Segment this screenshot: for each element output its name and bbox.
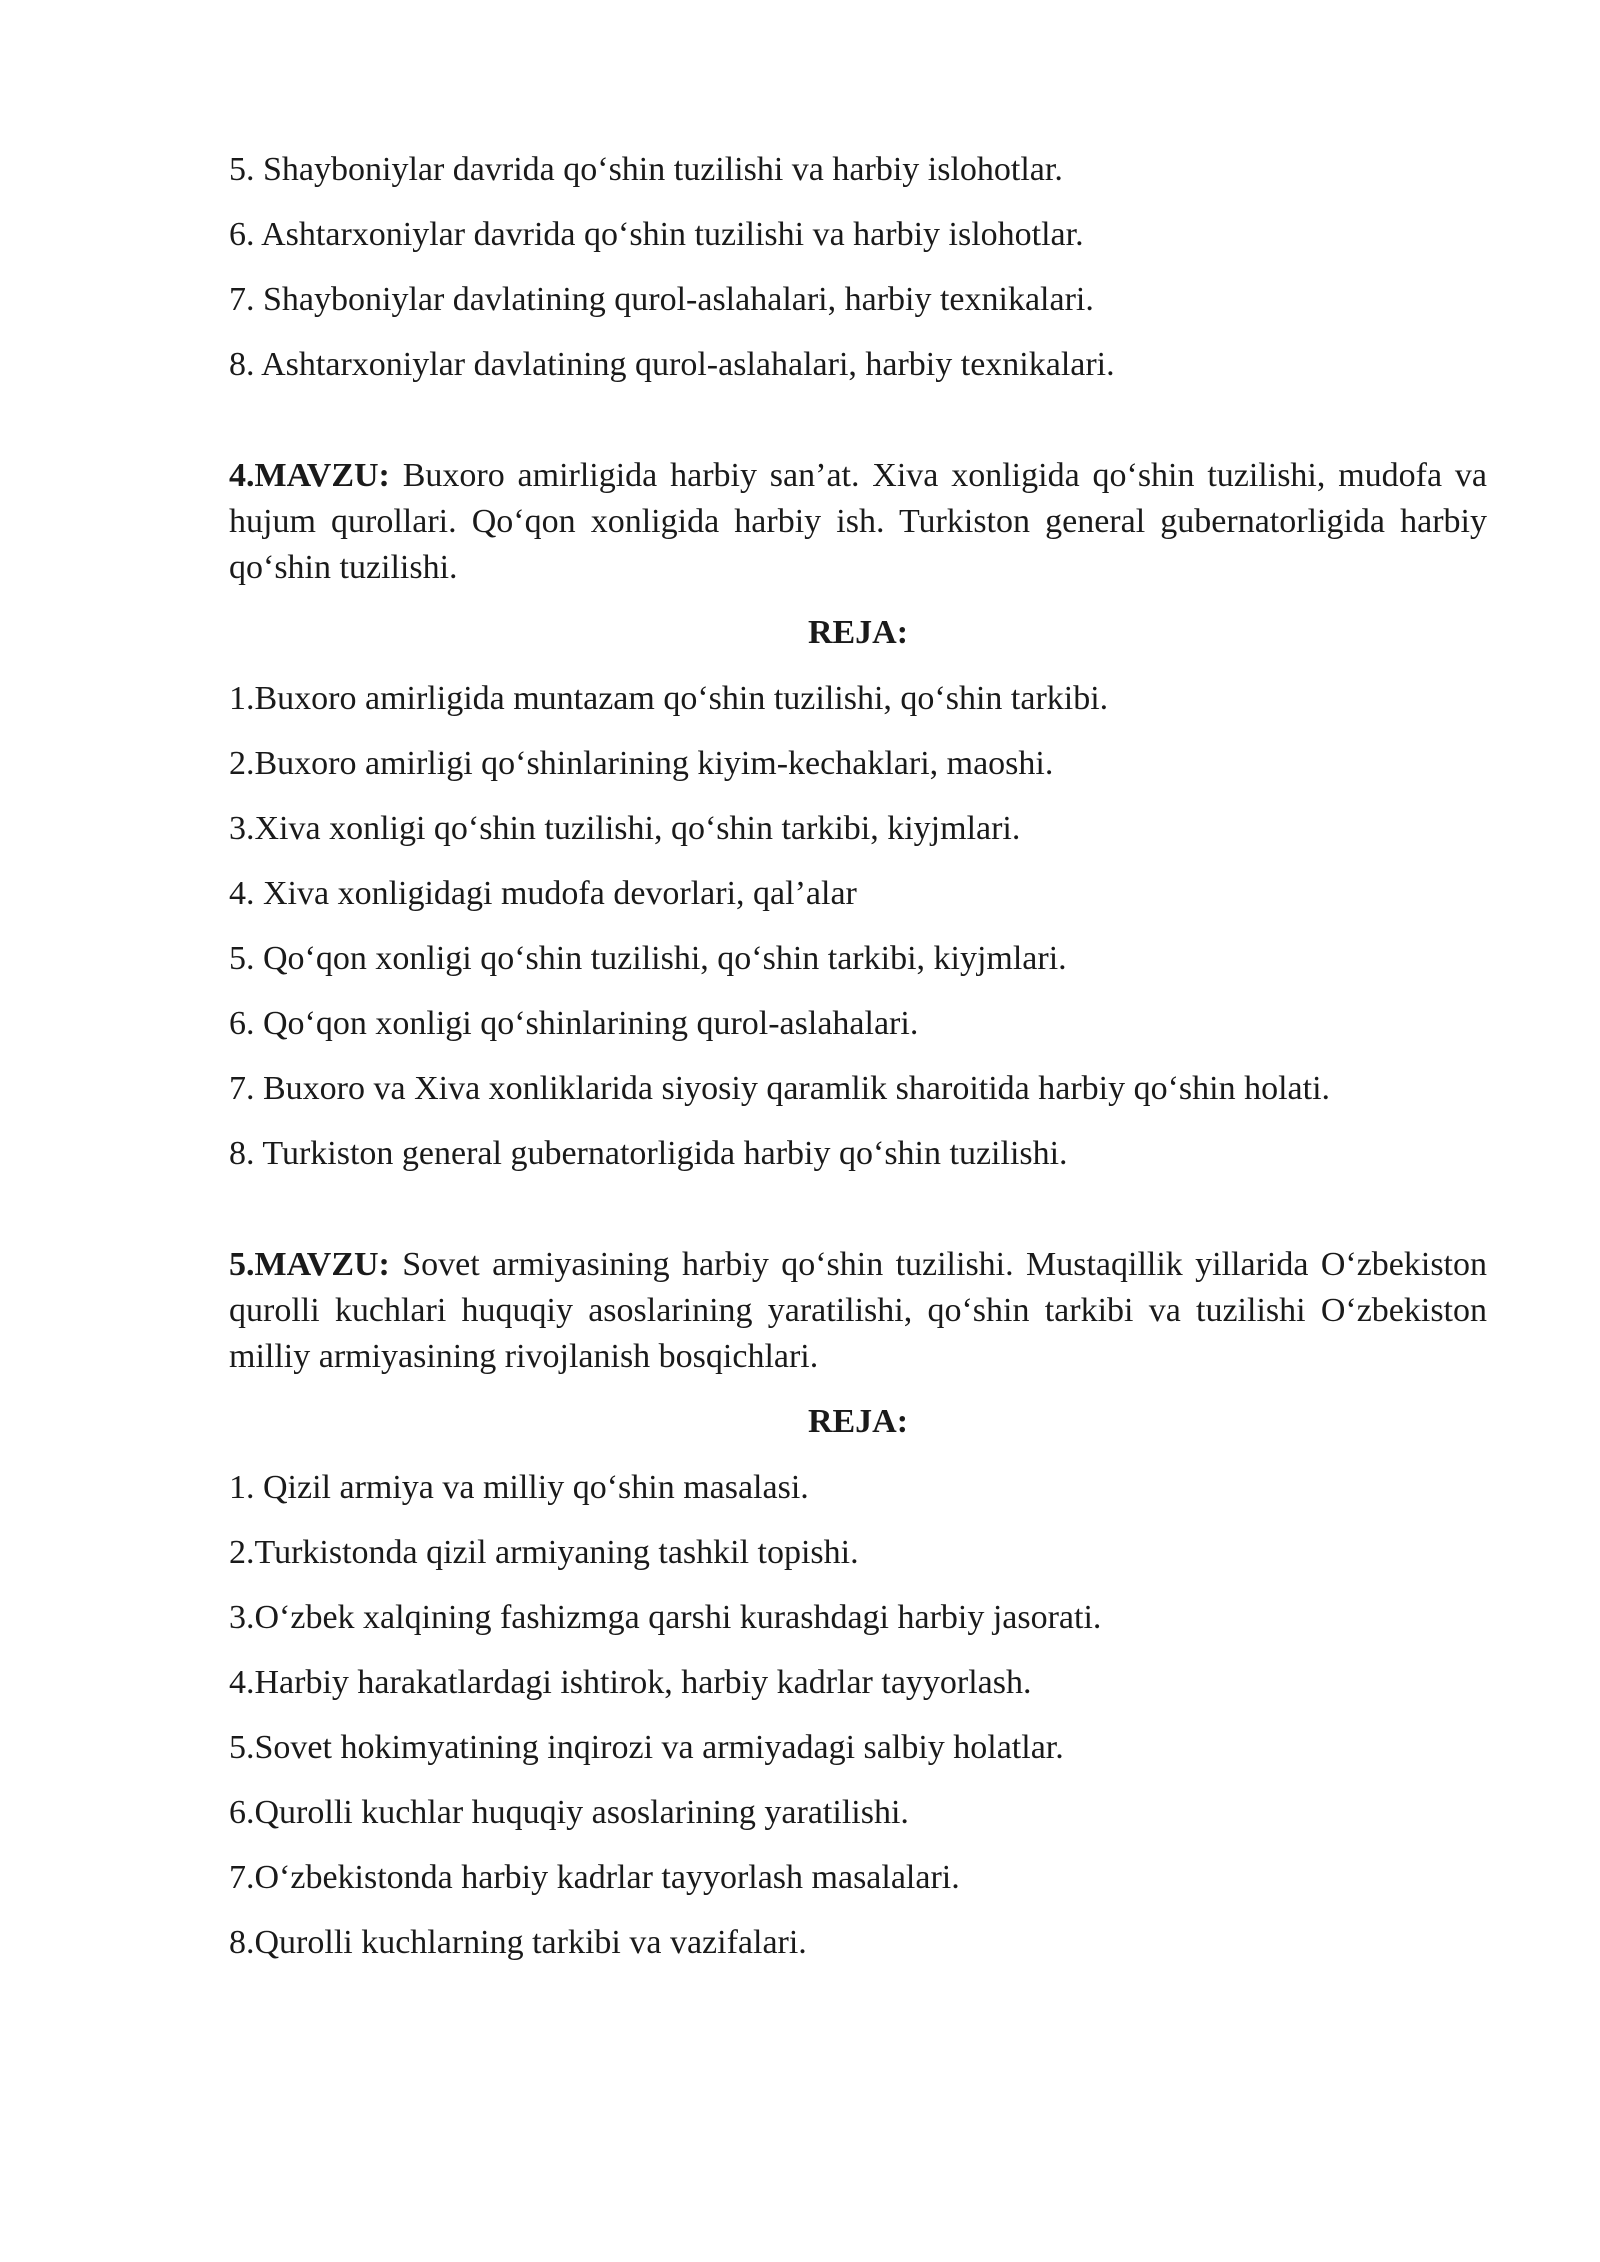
- plan-item: 1.Buxoro amirligida muntazam qo‘shin tuzilishi, qo‘shin tarkibi.: [229, 680, 1109, 717]
- plan-item: 1. Qizil armiya va milliy qo‘shin masalasi.: [229, 1469, 809, 1506]
- section4-plan-list: [229, 677, 1487, 1176]
- section5-plan-list: [229, 1466, 1487, 1965]
- topic-5-title: Sovet armiyasining harbiy qo‘shin tuzilishi. Mustaqillik yillarida O‘zbekiston qurolli kuchlari huquqiy asoslarining yaratilishi, qo‘shin tarkibi va tuzilishi O‘zbekiston milliy armiyasining rivojlanish bosqichlari.: [229, 1246, 1487, 1375]
- plan-item: 5. Shayboniylar davrida qo‘shin tuzilishi va harbiy islohotlar.: [229, 151, 1063, 188]
- section3-plan-list: [229, 148, 1487, 387]
- plan-item: 3.O‘zbek xalqining fashizmga qarshi kurashdagi harbiy jasorati.: [229, 1599, 1102, 1636]
- topic-4-plan-heading: REJA:: [807, 614, 909, 651]
- topic-4-title: Buxoro amirligida harbiy san’at. Xiva xonligida qo‘shin tuzilishi, mudofa va hujum qurollari. Qo‘qon xonligida harbiy ish. Turkiston general gubernatorligida harbiy qo‘shin tuzilishi.: [229, 457, 1487, 586]
- plan-item: 2.Turkistonda qizil armiyaning tashkil topishi.: [229, 1534, 859, 1571]
- topic-5-heading: [229, 1242, 1487, 1380]
- plan-item: 4.Harbiy harakatlardagi ishtirok, harbiy kadrlar tayyorlash.: [229, 1664, 1032, 1701]
- plan-item: 6. Qo‘qon xonligi qo‘shinlarining qurol-aslahalari.: [229, 1005, 919, 1042]
- plan-item: 6.Qurolli kuchlar huquqiy asoslarining yaratilishi.: [229, 1794, 909, 1831]
- document-page: [229, 148, 1487, 1986]
- topic-5-plan-heading: REJA:: [807, 1403, 909, 1440]
- plan-item: 5.Sovet hokimyatining inqirozi va armiyadagi salbiy holatlar.: [229, 1729, 1064, 1766]
- topic-4-label: 4.MAVZU:: [229, 457, 390, 494]
- plan-item: 3.Xiva xonligi qo‘shin tuzilishi, qo‘shin tarkibi, kiyjmlari.: [229, 810, 1021, 847]
- plan-item: 2.Buxoro amirligi qo‘shinlarining kiyim-kechaklari, maoshi.: [229, 745, 1054, 782]
- plan-item: 8. Ashtarxoniylar davlatining qurol-aslahalari, harbiy texnikalari.: [229, 346, 1115, 383]
- plan-item: 7. Shayboniylar davlatining qurol-aslahalari, harbiy texnikalari.: [229, 281, 1094, 318]
- topic-5-label: 5.MAVZU:: [229, 1246, 390, 1283]
- plan-item: 7. Buxoro va Xiva xonliklarida siyosiy qaramlik sharoitida harbiy qo‘shin holati.: [229, 1070, 1331, 1107]
- plan-item: 5. Qo‘qon xonligi qo‘shin tuzilishi, qo‘shin tarkibi, kiyjmlari.: [229, 940, 1067, 977]
- plan-item: 4. Xiva xonligidagi mudofa devorlari, qal’alar: [229, 875, 857, 912]
- plan-item: 6. Ashtarxoniylar davrida qo‘shin tuzilishi va harbiy islohotlar.: [229, 216, 1084, 253]
- topic-4-heading: [229, 453, 1487, 591]
- plan-item: 7.O‘zbekistonda harbiy kadrlar tayyorlash masalalari.: [229, 1859, 960, 1896]
- plan-item: 8. Turkiston general gubernatorligida harbiy qo‘shin tuzilishi.: [229, 1135, 1068, 1172]
- plan-item: 8.Qurolli kuchlarning tarkibi va vazifalari.: [229, 1924, 807, 1961]
